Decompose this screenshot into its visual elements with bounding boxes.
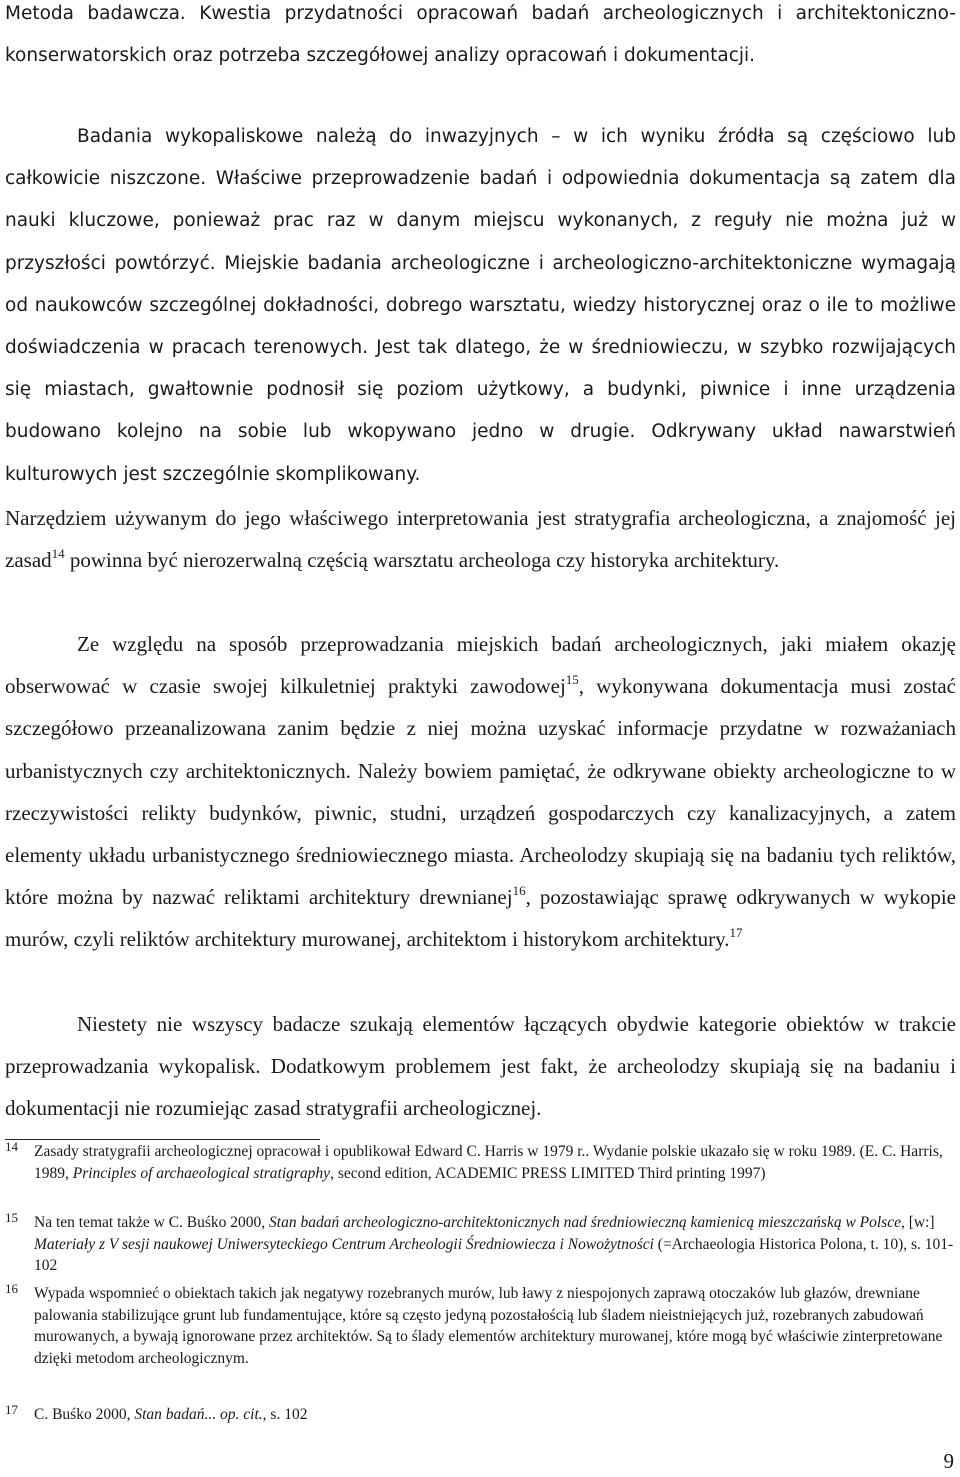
footnote-text-part: (=Archaeologia Historica Polona, t. 10), s. 101-102	[34, 1235, 954, 1274]
paragraph-text: Ze względu na sposób przeprowadzania miejskich badań archeologicznych, jaki miałem okazję obserwować w czasie swojej kilkuletniej praktyki zawodowej	[5, 632, 956, 699]
intro-paragraph: Metoda badawcza. Kwestia przydatności opracowań badań archeologicznych i architektoniczno-konserwatorskich oraz potrzeba szczegółowej analizy opracowań i dokumentacji.	[5, 3, 956, 67]
paragraph-text: , wykonywana dokumentacja musi zostać szczegółowo przeanalizowana zanim będzie z niej można uzyskać informacje przydatne w rozważaniach urbanistycznych czy architektonicznych. Należy bowiem pamiętać, że odkrywane obiekty archeologiczne to w rzeczywistości relikty budynków, piwnic, studni, urządzeń gospodarczych czy kanalizacyjnych, a zatem elementy układu urbanistycznego średniowiecznego miasta. Archeolodzy skupiają się na badaniu tych reliktów, które można by nazwać reliktami architektury drewnianej	[5, 674, 956, 910]
footnote-number: 14	[5, 1139, 18, 1154]
footnote-ref-15[interactable]: 15	[565, 672, 579, 688]
footnote-text-part: , [w:]	[900, 1214, 935, 1231]
footnote-15	[5, 1212, 956, 1277]
paragraph-wzgledu	[5, 623, 956, 961]
footnote-17	[5, 1404, 956, 1426]
footnote-title-italic: Principles of archaeological stratigraphy	[72, 1164, 331, 1182]
footnote-ref-14[interactable]: 14	[51, 546, 65, 562]
footnote-16	[5, 1283, 956, 1369]
paragraph-badania: Badania wykopaliskowe należą do inwazyjnych – w ich wyniku źródła są częściowo lub całkowicie niszczone. Właściwe przeprowadzenie badań i odpowiednia dokumentacja są zatem dla nauki kluczowe, ponieważ prac raz w danym miejscu wykonanych, z reguły nie można już w przyszłości powtórzyć. Miejskie badania archeologiczne i archeologiczno-architektoniczne wymagają od naukowców szczególnej dokładności, dobrego warsztatu, wiedzy historycznej oraz o ile to możliwe doświadczenia w pracach terenowych. Jest tak dlatego, że w średniowieczu, w szybko rozwijających się miastach, gwałtownie podnosił się poziom użytkowy, a budynki, piwnice i inne urządzenia budowano kolejno na sobie lub wkopywano jedno w drugie. Odkrywany układ nawarstwień kulturowych jest szczególnie skomplikowany.	[5, 126, 956, 485]
footnote-text	[34, 1212, 956, 1277]
footnote-text-part: Zasady stratygrafii archeologicznej opracował i opublikował Edward C. Harris w 1979 r.. Wydanie polskie ukazało się w roku 1989. (E. C. Harris, 1989,	[34, 1143, 943, 1182]
paragraph-text: , pozostawiając sprawę odkrywanych w wykopie murów, czyli reliktów architektury murowanej, architektom i historykom architektury.	[5, 885, 956, 952]
footnote-text-part: C. Buśko 2000,	[34, 1406, 135, 1423]
footnote-text	[34, 1404, 956, 1426]
footnote-title-italic: Stan badań... op. cit.	[134, 1406, 263, 1423]
footnote-text	[34, 1141, 956, 1184]
footnote-text-part: , second edition, ACADEMIC PRESS LIMITED Third printing 1997)	[330, 1164, 766, 1182]
paragraph-text: Narzędziem używanym do jego właściwego interpretowania jest stratygrafia archeologiczna, a znajomość jej zasad	[5, 506, 956, 573]
footnote-title-italic: Stan badań archeologiczno-architektonicznych nad średniowieczną kamienicą mieszczańską w Polsce	[269, 1214, 901, 1231]
paragraph-niestety: Niestety nie wszyscy badacze szukają elementów łączących obydwie kategorie obiektów w trakcie przeprowadzania wykopalisk. Dodatkowym problemem jest fakt, że archeolodzy skupiają się na badaniu i dokumentacji nie rozumiejąc zasad stratygrafii archeologicznej.	[5, 1012, 956, 1121]
footnote-number: 16	[5, 1281, 18, 1296]
footnote-number: 15	[5, 1210, 18, 1225]
footnote-ref-16[interactable]: 16	[512, 883, 526, 899]
footnote-ref-17[interactable]: 17	[729, 925, 743, 941]
paragraph-text: powinna być nierozerwalną częścią warsztatu archeologa czy historyka architektury.	[64, 548, 780, 573]
footnote-text-part: , s. 102	[262, 1406, 308, 1423]
footnote-number: 17	[5, 1402, 18, 1417]
footnote-text: Wypada wspomnieć o obiektach takich jak negatywy rozebranych murów, lub ławy z niespojonych zaprawą otoczaków lub głazów, drewniane palowania stabilizujące grunt lub fundamentujące, które są często jedyną pozostałością lub śladem nieistniejących już, rozebranych zabudowań murowanych, a bywają ignorowane przez architektów. Są to ślady elementów architektury murowanej, które mogą być właściwie zinterpretowane dzięki metodom archeologicznym.	[34, 1285, 943, 1367]
page-number: 9	[943, 1449, 954, 1473]
footnote-14	[5, 1141, 956, 1184]
footnote-text-part: Na ten temat także w C. Buśko 2000,	[34, 1214, 270, 1231]
paragraph-narzedziem	[5, 497, 956, 581]
footnote-separator	[5, 1139, 320, 1140]
footnote-title-italic: Materiały z V sesji naukowej Uniwersyteckiego Centrum Archeologii Średniowiecza i Nowożytności	[34, 1235, 654, 1253]
